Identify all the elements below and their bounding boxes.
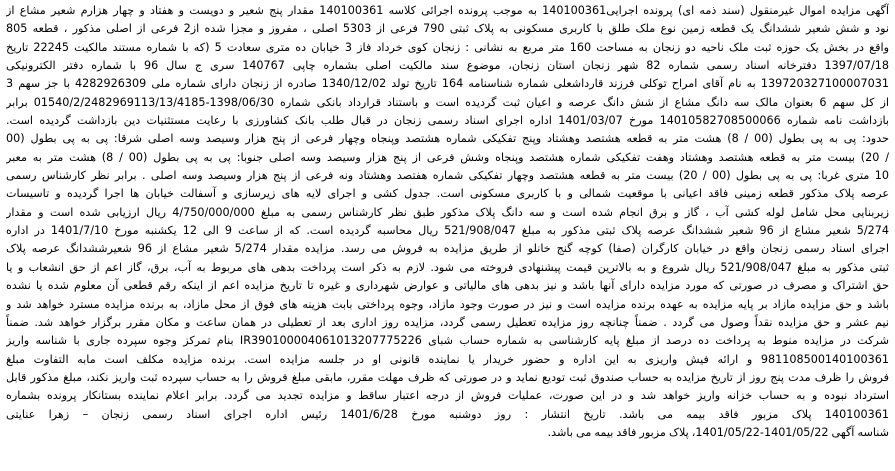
notice-line-9: / 20) بیست متر به قطعه هشتصد وهشتاد وهفت تفکیکی شماره هشتصد وپنجاه وشش فرعی از پنج هزار وسیصد وسه اصلی جنوبا: پی به پی بطول (00 / 8) هشت متر به معبر — [6, 150, 889, 164]
notice-line-4: 1397/07/18 دفترخانه اسناد رسمی شماره 82 شهر زنجان استان زنجان، موضوع سند مالکیت اصلی بشماره چاپی 140767 سری ج سال 96 با شماره دفتر الکترونیکی — [6, 59, 889, 73]
notice-line-12: زیربنایی محل شامل لوله کشی آب ، گاز و برق انجام شده است و سه دانگ پلاک مذکور طبق نظر کارشناس رسمی به مبلغ 4/750/000/000 ریال ارزیابی شده است و مقدار — [6, 205, 889, 219]
notice-line-10: 10 متری غربا: پی به پی بطول (00 / 20) بیست متر به قطعه هشتصد وچهار تفکیکی شماره هفتصد وهشتاد ونه فرعی از پنج هزار وسیصد وسه اصلی . برابر نظر کارشناس رسمی — [6, 169, 889, 183]
notice-line-17: باشد و حق مزایده مازاد بر پایه مزایده به عهده برنده مزایده است و نیز در صورت وجود مازاد، وجوه پرداختی بابت هزینه های فوق از محل مازاد، به برنده مزایده مسترد خواهد شد و — [6, 297, 889, 311]
notice-line-14: اجرای اسناد رسمی زنجان واقع در خیابان کارگران (صفا) کوچه گنج خانلو از طریق مزایده به فروش می رسد. مزایده مقدار 5/274 شعیر مشاع از 96 شعیرششدانگ عرصه پلاک — [6, 242, 889, 256]
auction-notice — [6, 2, 889, 468]
notice-line-5: 139720327100007031 به نام آقای امراح توکلی فرزند قارداشعلی شماره شناسنامه 164 تاریخ تولد 1340/12/02 صادره از زنجان دارای شماره ملی 4282926309 با جز سهم 3 — [6, 77, 889, 91]
notice-line-2: نود و شش شعیر ششدانگ یک قطعه زمین نوع ملک طلق با کاربری مسکونی به پلاک ثبتی 790 فرعی از 5303 اصلی ، مفروز و مجزا شده از2 فرعی از اصلی مذکور ، قطعه 805 — [6, 22, 889, 36]
notice-line-19: شرکت در مزایده منوط به پرداخت ده درصد از مبلغ پایه کارشناسی به شماره حساب شبای IR390100004061013207775226 بنام تمرکز وجوه سپرده جاری با شناسه واریز — [6, 334, 889, 348]
notice-line-18: نیم عشر و حق مزایده نقداً وصول می گردد . ضمناً چنانچه روز مزایده تعطیل رسمی گردد، مزایده روز اداری بعد از تعطیلی در همان ساعت و مکان مقرر برگزار خواهد شد. ضمناً — [6, 315, 889, 329]
notice-line-21: فروش را ظرف مدت پنج روز از تاریخ مزایده به حساب صندوق ثبت تودیع نماید و در صورتی که ظرف مهلت مقرر، مابقی مبلغ فروش را به حساب سپرده ثبت واریز نکند، مبلغ مذکور قابل — [6, 370, 889, 384]
notice-line-7: بازداشت نامه شماره 14010582708500066 مورخ 1401/03/07 اداره اجرای اسناد رسمی زنجان در قبال طلب بانک کشاورزی با رعایت مستثنیات دین بازداشت گردیده است. — [6, 114, 889, 128]
notice-line-23: 140100361 پلاک مزبور فاقد بیمه می باشد. تاریخ انتشار : روز دوشنبه مورخ 1401/6/28 رئیس اداره اجرای اسناد رسمی زنجان – زهرا عنایتی — [6, 407, 889, 421]
notice-line-20: 981108500140100361 و ارائه فیش واریزی به این اداره و حضور خریدار یا نماینده قانونی او در جلسه مزایده است. برنده مزایده مکلف است مابه التفاوت مبلغ — [6, 352, 889, 366]
notice-line-11: عرصه پلاک مذکور قطعه زمینی فاقد اعیانی با موقعیت شمالی و با کاربری مسکونی است. جدول کشی و اجرای لایه های زیرسازی و آسفالت خیابان ها اجرا گردیده و تاسیسات — [6, 187, 889, 201]
notice-line-13: 5/274 شعیر مشاع از 96 شعیر ششدانگ عرصه پلاک ثبتی مذکور به مبلغ 521/908/047 ریال محاسبه گردیده است. که از ساعت 9 الی 12 یکشنبه مورخ 1401/7/10 در اداره — [6, 224, 889, 238]
notice-line-3: واقع در بخش یک حوزه ثبت ملک ناحیه دو زنجان به مساحت 160 متر مربع به نشانی : زنجان کوی خرداد فاز 3 خیابان ده متری سعادت 5 (که با شماره مستند مالکیت 22245 تاریخ — [6, 40, 889, 54]
notice-line-16: حق اشتراک و مصرف در صورتی که مورد مزایده دارای آنها باشد و نیز بدهی های مالیاتی و عوارض شهرداری و غیره تا تاریخ مزایده اعم از اینکه رقم قطعی آن معلوم شده یا نشده — [6, 279, 889, 293]
notice-line-24: شناسه آگهی 1401/05/22-1401/05/22، پلاک مزبور فاقد بیمه می باشد. — [547, 425, 889, 439]
notice-line-1: آگهی مزایده اموال غیرمنقول (سند ذمه ای) پرونده اجرایی140100361 به موجب پرونده اجرائی کلاسه 140100361 مقدار پنج شعیر و دویست و هفتاد و چهار هزارم شعیر مشاع از — [6, 4, 889, 17]
notice-line-15: ثبتی مذکور به مبلغ 521/908/047 ریال شروع و به بالاترین قیمت پیشنهادی فروخته می شود. لازم به ذکر است پرداخت بدهی های مربوط به آب، برق، گاز اعم از حق انشعاب و یا — [6, 260, 889, 274]
notice-line-8: حدود: پی به پی بطول (00 / 8) هشت متر به قطعه هشتصد وهشتاد وپنج تفکیکی شماره هشتصد وپنجاه وچهار فرعی از پنج هزار وسیصد وسه اصلی شرقا: پی به پی بطول (00 — [6, 132, 889, 146]
notice-line-22: استرداد نبوده و به حساب خزانه واریز خواهد شد و در این صورت، عملیات فروش از درجه اعتبار ساقط و مزایده تجدید می گردد. برابر اعلام نماینده بستانکار پرونده بشماره — [6, 389, 889, 403]
notice-line-6: از کل سهم 6 بعنوان مالک سه دانگ مشاع از شش دانگ عرصه و اعیان ثبت گردیده است و باستناد قرارداد بانکی شماره 1398/06/30-01540/2/2482969113/13/4185 برابر — [6, 95, 889, 109]
